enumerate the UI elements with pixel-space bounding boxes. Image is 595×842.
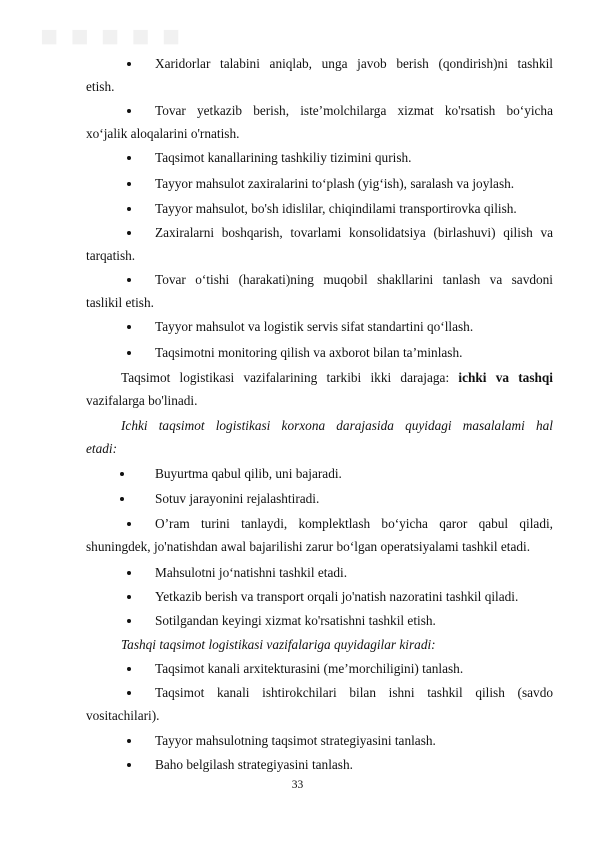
list-item: Xaridorlar talabini aniqlab, unga javob berish (qondirish)ni tashkil (155, 56, 553, 71)
paragraph-line: vazifalarga bo'linadi. (86, 393, 198, 408)
list-item: Sotilgandan keyingi xizmat ko'rsatishni tashkil etish. (155, 613, 553, 629)
page-number: 33 (291, 779, 304, 791)
list-item: Baho belgilash strategiyasini tanlash. (155, 757, 553, 773)
paragraph-line (121, 370, 553, 386)
watermark: ■ ■ ■ ■ ■ (40, 20, 182, 53)
paragraph-text: Taqsimot logistikasi vazifalarining tarkibi ikki darajaga: (121, 370, 459, 385)
list-item: Taqsimotni monitoring qilish va axborot bilan ta’minlash. (155, 345, 553, 361)
list-item: Yetkazib berish va transport orqali jo'natish nazoratini tashkil qiladi. (155, 589, 553, 605)
list-item: Buyurtma qabul qilib, uni bajaradi. (155, 466, 553, 482)
list-item: Zaxiralarni boshqarish, tovarlami konsolidatsiya (birlashuvi) qilish va (155, 225, 553, 240)
list-item-continuation: xo‘jalik aloqalarini o'rnatish. (86, 126, 240, 141)
list-item-continuation: etish. (86, 79, 115, 94)
list-item: Sotuv jarayonini rejalashtiradi. (155, 491, 553, 507)
list-item: Taqsimot kanallarining tashkiliy tizimini qurish. (155, 150, 553, 166)
list-item: Mahsulotni jo‘natishni tashkil etadi. (155, 565, 553, 581)
list-item: Taqsimot kanali ishtirokchilari bilan ishni tashkil qilish (savdo (155, 685, 553, 700)
list-item: Tayyor mahsulot va logistik servis sifat standartini qo‘llash. (155, 319, 553, 335)
section-heading-external: Tashqi taqsimot logistikasi vazifalariga quyidagilar kiradi: (121, 637, 436, 652)
list-item-continuation: vositachilari). (86, 708, 160, 723)
list-item-continuation: shuningdek, jo'natishdan awal bajarilishi zarur bo‘lgan operatsiyalami tashkil etadi. (86, 539, 531, 554)
list-item-continuation: taslikil etish. (86, 295, 154, 310)
section-heading-internal: Ichki taqsimot logistikasi korxona darajasida quyidagi masalalami hal (121, 418, 553, 433)
section-heading-internal-continuation: etadi: (86, 441, 118, 456)
list-item: Taqsimot kanali arxitekturasini (me’morchiligini) tanlash. (155, 661, 553, 677)
list-item: Tayyor mahsulot zaxiralarini to‘plash (yig‘ish), saralash va joylash. (155, 176, 553, 192)
list-item-continuation: tarqatish. (86, 248, 136, 263)
list-item: Tovar yetkazib berish, iste’molchilarga xizmat ko'rsatish bo‘yicha (155, 103, 553, 118)
list-item: O’ram turini tanlaydi, komplektlash bo‘yicha qaror qabul qiladi, (155, 516, 553, 531)
list-item: Tovar o‘tishi (harakati)ning muqobil shakllarini tanlash va savdoni (155, 272, 553, 287)
paragraph-bold-text: ichki va tashqi (458, 370, 553, 385)
list-item: Tayyor mahsulotning taqsimot strategiyasini tanlash. (155, 733, 553, 749)
list-item: Tayyor mahsulot, bo'sh idislilar, chiqindilami transportirovka qilish. (155, 201, 553, 217)
